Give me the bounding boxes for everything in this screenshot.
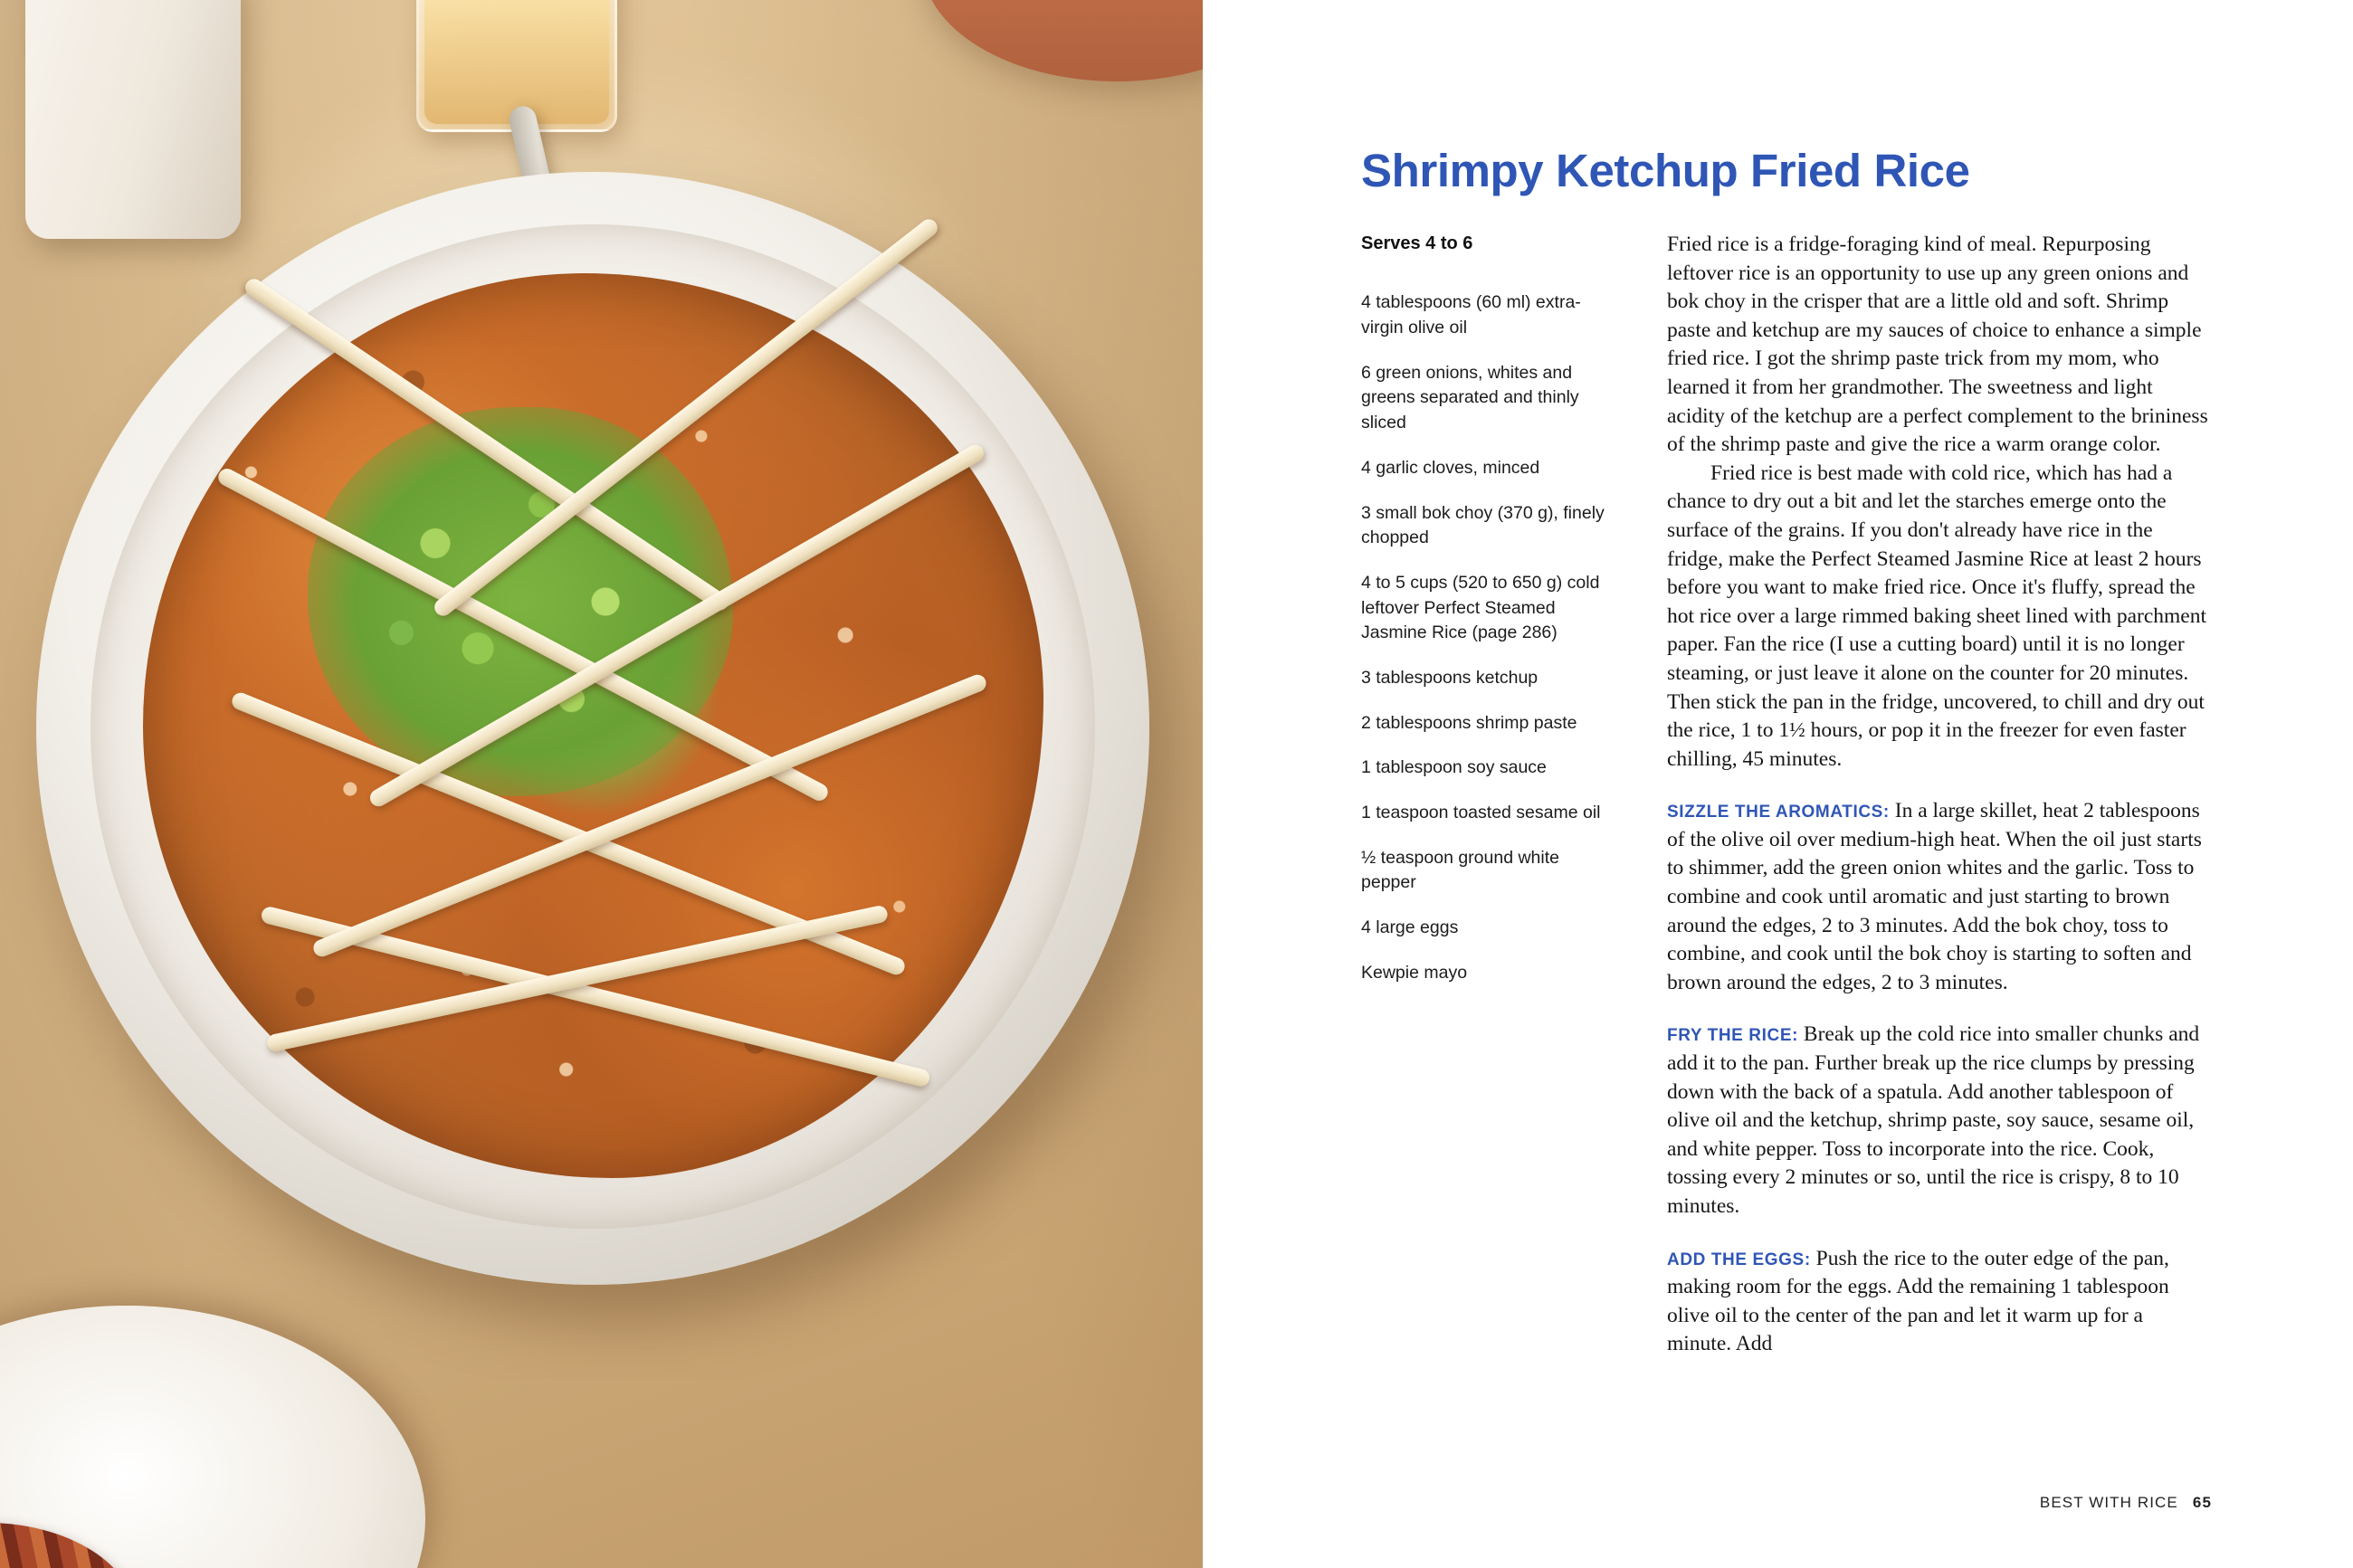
list-item: 1 tablespoon soy sauce bbox=[1361, 757, 1547, 778]
step-label: ADD THE EGGS: bbox=[1667, 1250, 1811, 1269]
recipe-text-page bbox=[1203, 0, 2353, 1568]
step-add-the-eggs bbox=[1667, 1245, 2210, 1359]
list-item: 4 large eggs bbox=[1361, 917, 1459, 938]
step-sizzle-the-aromatics bbox=[1667, 797, 2210, 997]
method-column bbox=[1667, 231, 2210, 1359]
list-item: 3 tablespoons ketchup bbox=[1361, 667, 1538, 688]
list-item: Kewpie mayo bbox=[1361, 962, 1468, 983]
step-label: FRY THE RICE: bbox=[1667, 1026, 1799, 1046]
roast-meat bbox=[0, 1523, 136, 1568]
list-item: 6 green onions, whites and greens separated and thinly sliced bbox=[1361, 362, 1579, 433]
list-item: 4 tablespoons (60 ml) extra-virgin olive oil bbox=[1361, 292, 1581, 338]
step-fry-the-rice bbox=[1667, 1021, 2210, 1221]
headnote-paragraph-2: Fried rice is best made with cold rice, which has had a chance to dry out a bit and let the starches emerge onto the surface of the grains. If you don't already have rice in the fridge, make the Perfect Steamed Jasmine Rice at least 2 hours before you want to make fried rice. Once it's fluffy, spread the hot rice over a large rimmed baking sheet lined with parchment paper. Fan the rice (I use a cutting board) until it is no longer steaming, or just leave it alone on the counter for 20 minutes. Then stick the pan in the fridge, uncovered, to chill and dry out the rice, 1 to 1½ hours, or pop it in the freezer for even faster chilling, 45 minutes. bbox=[1667, 461, 2207, 771]
step-text: Break up the cold rice into smaller chunks and add it to the pan. Further break up the rice clumps by pressing down with the back of a spatula. Add another tablespoon of olive oil and the ketchup, shrimp paste, soy sauce, sesame oil, and white pepper. Toss to incorporate into the rice. Cook, tossing every 2 minutes or so, until the rice is crispy, 8 to 10 minutes. bbox=[1667, 1022, 2200, 1218]
recipe-columns bbox=[1361, 231, 2212, 1359]
ingredients-column bbox=[1361, 231, 1615, 1359]
fried-rice-bowl bbox=[36, 172, 1149, 1285]
list-item: 2 tablespoons shrimp paste bbox=[1361, 712, 1577, 733]
page-number: 65 bbox=[2192, 1494, 2212, 1511]
list-item: 4 to 5 cups (520 to 650 g) cold leftover Perfect Steamed Jasmine Rice (page 286) bbox=[1361, 572, 1600, 643]
page-footer bbox=[2040, 1494, 2212, 1512]
page-title: Shrimpy Ketchup Fried Rice bbox=[1361, 145, 1970, 197]
list-item: 4 garlic cloves, minced bbox=[1361, 457, 1540, 478]
serves-label: Serves 4 to 6 bbox=[1361, 233, 1473, 253]
list-item: 1 teaspoon toasted sesame oil bbox=[1361, 803, 1601, 823]
list-item: ½ teaspoon ground white pepper bbox=[1361, 847, 1559, 893]
headnote-paragraph-1: Fried rice is a fridge-foraging kind of meal. Repurposing leftover rice is an opportunity to use up any green onions and bok choy in the crisper that are a little old and soft. Shrimp paste and ketchup are my sauces of choice to enhance a simple fried rice. I got the shrimp paste trick from my mom, who learned it from her grandmother. The sweetness and light acidity of the ketchup are a perfect complement to the brininess of the shrimp paste and give the rice a warm orange color. bbox=[1667, 233, 2208, 457]
glass-liquid bbox=[424, 0, 609, 124]
footer-section-name: BEST WITH RICE bbox=[2039, 1494, 2178, 1511]
chopstick-cup bbox=[25, 0, 241, 239]
kewpie-mayo-drizzle bbox=[143, 273, 1043, 1178]
list-item: 3 small bok choy (370 g), finely chopped bbox=[1361, 502, 1605, 548]
step-label: SIZZLE THE AROMATICS: bbox=[1667, 803, 1890, 822]
step-text: In a large skillet, heat 2 tablespoons of the olive oil over medium-high heat. When the oil just starts to shimmer, add the green onion whites and the garlic. Toss to combine and cook until aromatic and just starting to brown around the edges, 2 to 3 minutes. Add the bok choy, toss to combine, and cook until the bok choy is starting to soften and brown around the edges, 2 to 3 minutes. bbox=[1667, 799, 2202, 994]
step-text: Push the rice to the outer edge of the pan, making room for the eggs. Add the remaining 1 tablespoon olive oil to the center of the pan and let it warm up for a minute. Add bbox=[1667, 1246, 2169, 1356]
